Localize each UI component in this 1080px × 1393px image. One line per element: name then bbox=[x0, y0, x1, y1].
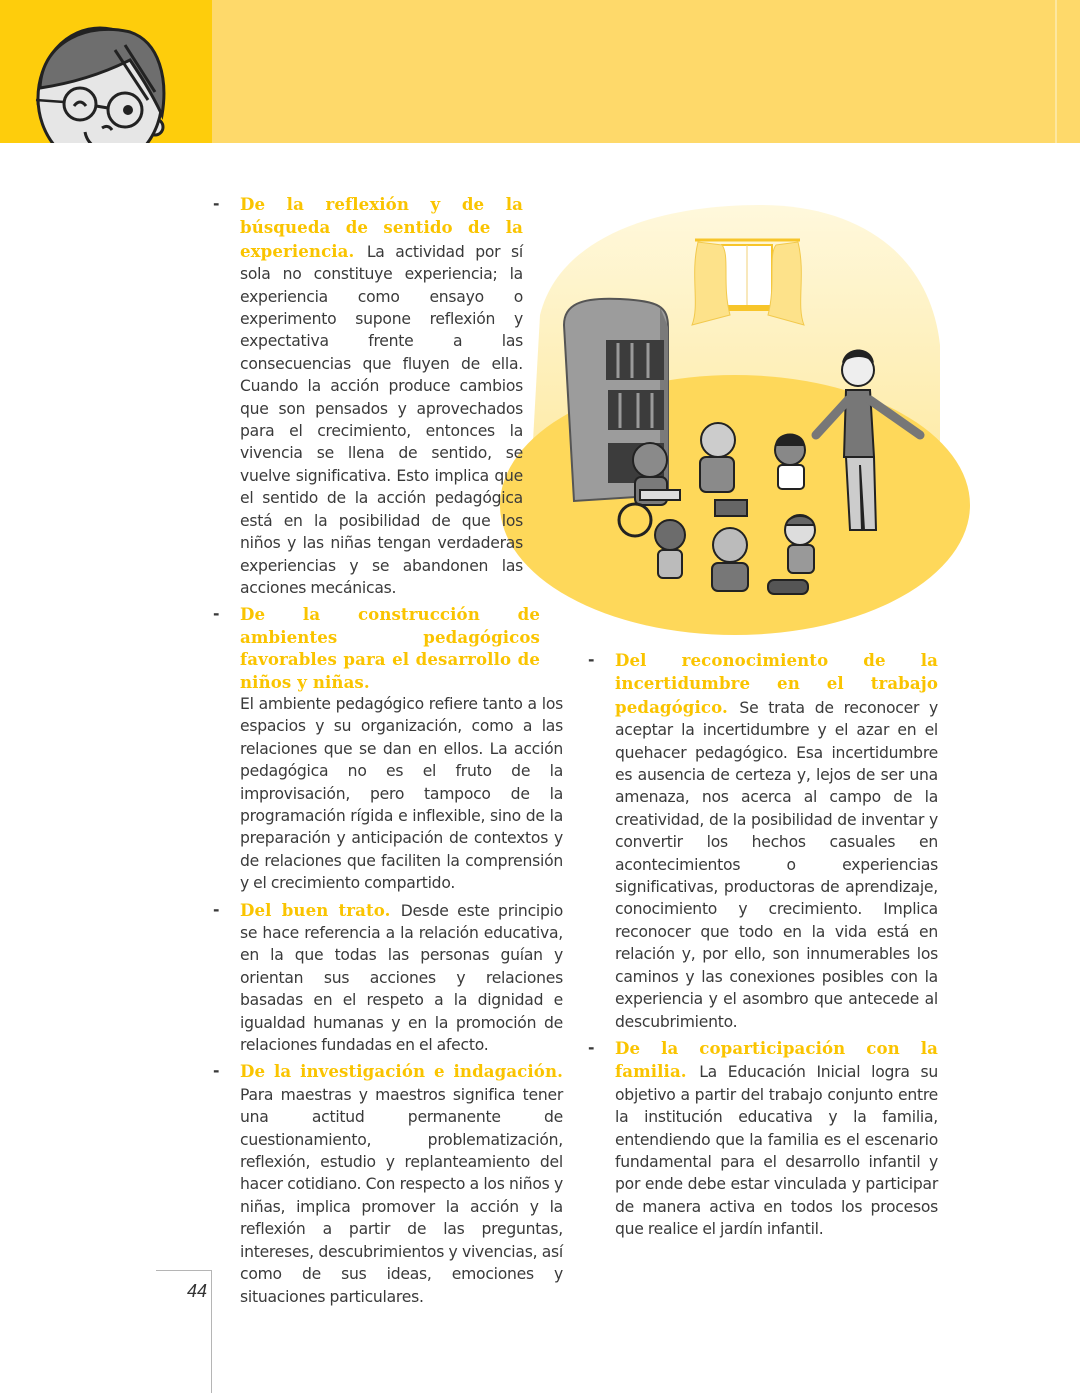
page-footer bbox=[156, 1270, 212, 1393]
header-mascot-panel bbox=[0, 0, 212, 143]
principle-item bbox=[213, 899, 563, 1057]
bullet-dash: - bbox=[213, 900, 220, 919]
principle-body: Se trata de reconocer y aceptar la incertidumbre y el azar en el quehacer pedagógico. Esa incertidumbre es ausencia de certeza y, lejos de ser una amenaza, nos acerca al campo de la creatividad, de la posibilidad de inventar y convertir los hechos casuales en acontecimientos o experiencias significativas, productoras de aprendizaje, conocimiento y crecimiento. Implica reconocer que todo en la vida está en relación y, por ello, son innumerables los caminos y las conexiones posibles con la experiencia y el asombro que antecede al descubrimiento. bbox=[615, 698, 938, 1031]
principle-item bbox=[213, 603, 563, 894]
header-band bbox=[212, 0, 1080, 143]
right-column bbox=[588, 649, 938, 1241]
principle-item bbox=[588, 1037, 938, 1241]
principle-title: De la construcción de ambientes pedagógicos favorables para el desarrollo de niños y niñas. bbox=[240, 604, 540, 692]
principle-item bbox=[213, 1060, 563, 1307]
principle-item bbox=[588, 649, 938, 1033]
principle-body: Desde este principio se hace referencia a la relación educativa, en la que todas las personas guían y orientan sus acciones y relaciones basadas en el respeto a la dignidad e igualdad humanas y en la promoción de relaciones fundadas en el afecto. bbox=[240, 901, 563, 1055]
principle-item bbox=[213, 193, 523, 599]
principle-body: La actividad por sí sola no constituye experiencia; la experiencia como ensayo o experimento supone reflexión y expectativa frente a las consecuencias que fluyen de ella. Cuando la acción produce cambios que son pensados y aprovechados para el crecimiento, entonces la vivencia se llena de sentido, se vuelve significativa. Esto implica que el sentido de la acción pedagógica está en la posibilidad de que los niños y las niñas tengan verdaderas experiencias y se abandonen las acciones mecánicas. bbox=[240, 242, 523, 597]
left-column bbox=[213, 193, 563, 1308]
bullet-dash: - bbox=[213, 605, 220, 624]
header-divider bbox=[1055, 0, 1057, 143]
principle-title: Del buen trato. bbox=[240, 899, 401, 920]
principle-body: El ambiente pedagógico refiere tanto a los espacios y su organización, como a las relaciones que se dan en ellos. La acción pedagógica no es el fruto de la improvisación, pero tampoco de la programación rígida e inflexible, sino de la preparación y anticipación de contextos y de relaciones que faciliten la comprensión y el crecimiento compartido. bbox=[240, 694, 563, 893]
smiling-child-with-glasses-icon bbox=[30, 20, 180, 143]
bullet-dash: - bbox=[588, 651, 595, 669]
principle-title: De la coparticipación con la familia. bbox=[615, 1037, 938, 1082]
page-number: 44 bbox=[186, 1281, 207, 1301]
principle-title: Del reconocimiento de la incertidumbre en el trabajo pedagógico. bbox=[615, 650, 938, 717]
bullet-dash: - bbox=[213, 1062, 220, 1081]
principle-title: De la investigación e indagación. bbox=[240, 1061, 563, 1082]
bullet-dash: - bbox=[213, 195, 220, 213]
bullet-dash: - bbox=[588, 1038, 595, 1057]
principle-body: La Educación Inicial logra su objetivo a partir del trabajo conjunto entre la institución educativa y la familia, entendiendo que la familia es el escenario fundamental para el desarrollo infantil y por ende debe estar vinculada y participar de manera activa en todos los procesos que realice el jardín infantil. bbox=[615, 1063, 938, 1239]
principle-body: Para maestras y maestros significa tener una actitud permanente de cuestionamiento, problematización, reflexión, estudio y replanteamiento del hacer cotidiano. Con respecto a los niños y niñas, implica promover la acción y la reflexión a partir de las preguntas, intereses, descubrimientos y vivencias, así como de sus ideas, emociones y situaciones particulares. bbox=[240, 1085, 563, 1306]
principle-title: De la reflexión y de la búsqueda de sentido de la experiencia. bbox=[240, 194, 523, 261]
classroom-illustration bbox=[500, 195, 980, 645]
